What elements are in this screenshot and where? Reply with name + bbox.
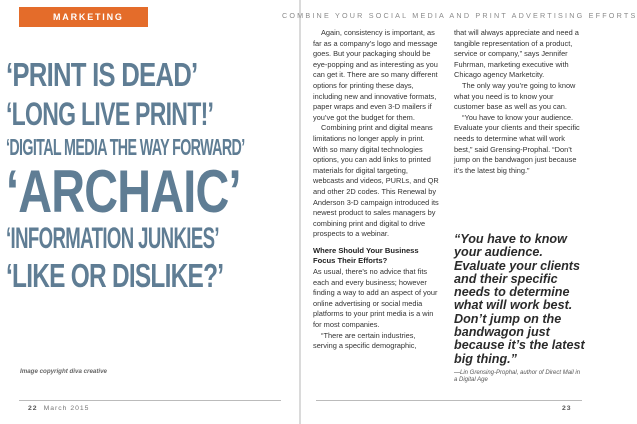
- pull-quote-attribution: —Lin Grensing-Prophal, author of Direct Mail in a Digital Age: [454, 370, 581, 384]
- quote-line: ‘INFORMATION JUNKIES’: [6, 222, 219, 255]
- article-column-2: [454, 28, 582, 176]
- body-paragraph: Again, consistency is important, as far as a company’s logo and message goes. But your packaging should be eye-popping and as interesting as you can get it. There are so many different options for printing these days, including new and innovative formats, paper wraps and even 3-D mailers if you’ve got the budget for them.: [313, 28, 438, 122]
- body-paragraph: “There are certain industries, serving a specific demographic,: [313, 330, 417, 351]
- subheading: Where Should Your Business Focus Their Efforts?: [313, 245, 419, 266]
- headline-quotes: [6, 58, 306, 292]
- page-number: 23: [562, 405, 572, 412]
- quote-line: ‘PRINT IS DEAD’: [6, 56, 198, 93]
- quote-line: ‘LONG LIVE PRINT!’: [6, 96, 214, 132]
- footer-rule: [316, 400, 582, 401]
- quote-line: ‘ARCHAIC’: [6, 158, 241, 225]
- body-paragraph: Combining print and digital means limitations no longer apply in print. With so many digital technologies options, you can add links to printed materials for digital targeting, webcasts and videos, PURLs, and QR and other 2D codes. This Renewal by Anderson 3-D campaign introduced its newest product to sales managers by combining print and digital to drive prospects to a webinar.: [313, 123, 439, 239]
- pull-quote: “You have to know your audience. Evaluate your clients and their specific needs to determine what will work best. Don’t jump on the bandwagon just because it’s the latest big thing.”: [454, 232, 585, 366]
- issue-date: March 2015: [43, 405, 90, 412]
- image-credit: Image copyright diva creative: [20, 368, 108, 375]
- page-number: 22: [28, 405, 38, 412]
- folio-left: [28, 405, 89, 412]
- body-paragraph: that will always appreciate and need a tangible representation of a product, service or company,” says Jennifer Fuhrman, marketing executive with Chicago agency Marketcity.: [454, 28, 579, 80]
- section-tag: MARKETING: [19, 7, 148, 27]
- body-paragraph: The only way you’re going to know what you need is to know your customer base as well as you can.: [454, 80, 576, 112]
- footer-rule: [19, 400, 281, 401]
- body-paragraph: As usual, there’s no advice that fits each and every business; however finding a way to add an aspect of your online advertising or social media platforms to your print media is a win for most companies.: [313, 267, 438, 330]
- body-paragraph: “You have to know your audience. Evaluate your clients and their specific needs to determine what will work best,” said Grensing-Prophal. “Don’t jump on the bandwagon just because it’s the latest big thing.”: [454, 112, 580, 175]
- quote-line: ‘LIKE OR DISLIKE?’: [6, 257, 224, 294]
- running-head: COMBINE YOUR SOCIAL MEDIA AND PRINT ADVERTISING EFFORTS: [282, 11, 637, 20]
- article-column-1: [313, 28, 439, 352]
- quote-line: ‘DIGITAL MEDIA THE WAY FORWARD’: [6, 134, 245, 160]
